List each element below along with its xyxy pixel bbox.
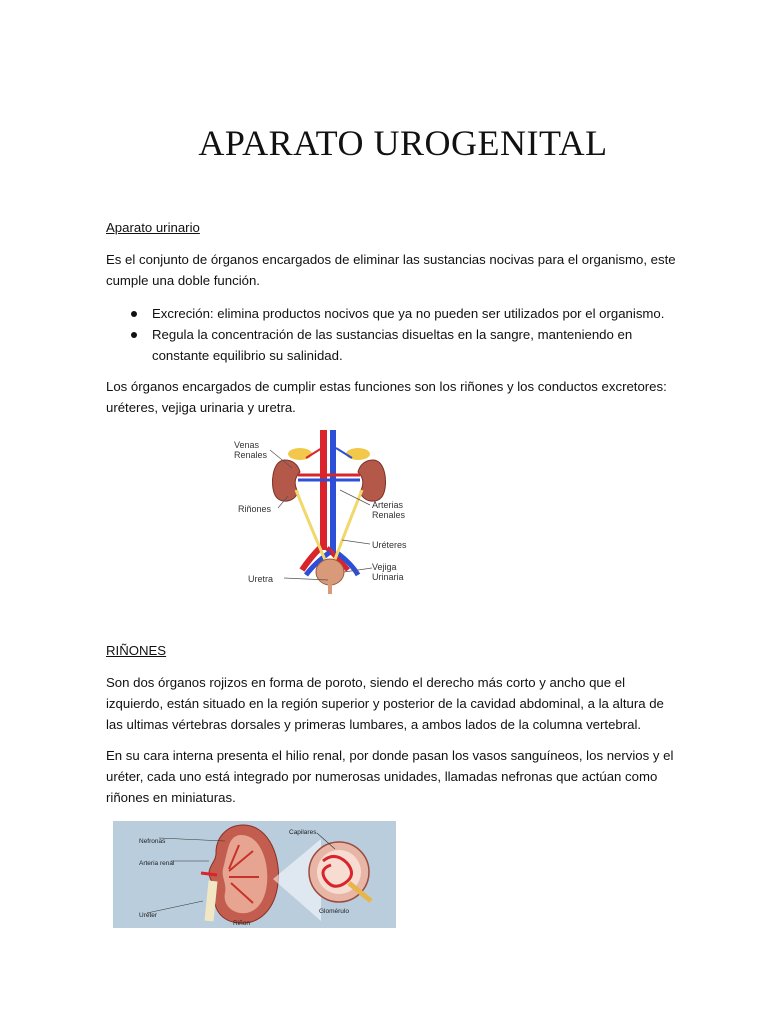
label-nefronas: Nefronas <box>139 838 166 845</box>
label-ureteres: Uréteres <box>372 540 407 550</box>
urinary-system-figure <box>230 430 430 595</box>
label-ureter: Uréter <box>139 912 158 919</box>
list-item: Excreción: elimina productos nocivos que ya no pueden ser utilizados por el organismo. <box>106 303 666 324</box>
intro-paragraph: Es el conjunto de órganos encargados de eliminar las sustancias nocivas para el organismo, este cumple una doble función. <box>106 252 676 288</box>
label-venas: Venas <box>234 440 260 450</box>
label-capilares: Capilares <box>289 829 317 836</box>
label-arteria-renal: Arteria renal <box>139 860 175 867</box>
label-arterias: Arterias <box>372 500 404 510</box>
label-vejiga: Vejiga <box>372 562 397 572</box>
label-vejiga-2: Urinaria <box>372 572 404 582</box>
label-glomerulo: Glomérulo <box>319 908 349 915</box>
label-arterias-2: Renales <box>372 510 406 520</box>
function-list <box>106 303 666 366</box>
page-title: APARATO UROGENITAL <box>198 123 608 163</box>
organs-paragraph: Los órganos encargados de cumplir estas funciones son los riñones y los conductos excretores: uréteres, vejiga urinaria y uretra. <box>106 379 667 415</box>
label-rinon: Riñon <box>233 920 250 927</box>
vena-cava <box>330 430 336 555</box>
list-item: Regula la concentración de las sustancias disueltas en la sangre, manteniendo en constante equilibrio su salinidad. <box>106 324 666 366</box>
label-uretra: Uretra <box>248 574 274 584</box>
rinones-paragraph-2: En su cara interna presenta el hilio renal, por donde pasan los vasos sanguíneos, los nervios y el uréter, cada uno está integrado por numerosas unidades, llamadas nefronas que actúan como riñones en miniaturas. <box>106 748 674 805</box>
rinones-paragraph-1: Son dos órganos rojizos en forma de poroto, siendo el derecho más corto y ancho que el izquierdo, están situado en la región superior y posterior de la cavidad abdominal, a la altura de las ultimas vértebras dorsales y primeras lumbares, a ambos lados de la columna vertebral. <box>106 675 664 732</box>
label-venas-2: Renales <box>234 450 268 460</box>
section-heading-rinones: RIÑONES <box>106 643 167 658</box>
section-heading-urinario: Aparato urinario <box>106 220 200 235</box>
label-rinones: Riñones <box>238 504 272 514</box>
kidney-section-figure <box>113 821 396 928</box>
